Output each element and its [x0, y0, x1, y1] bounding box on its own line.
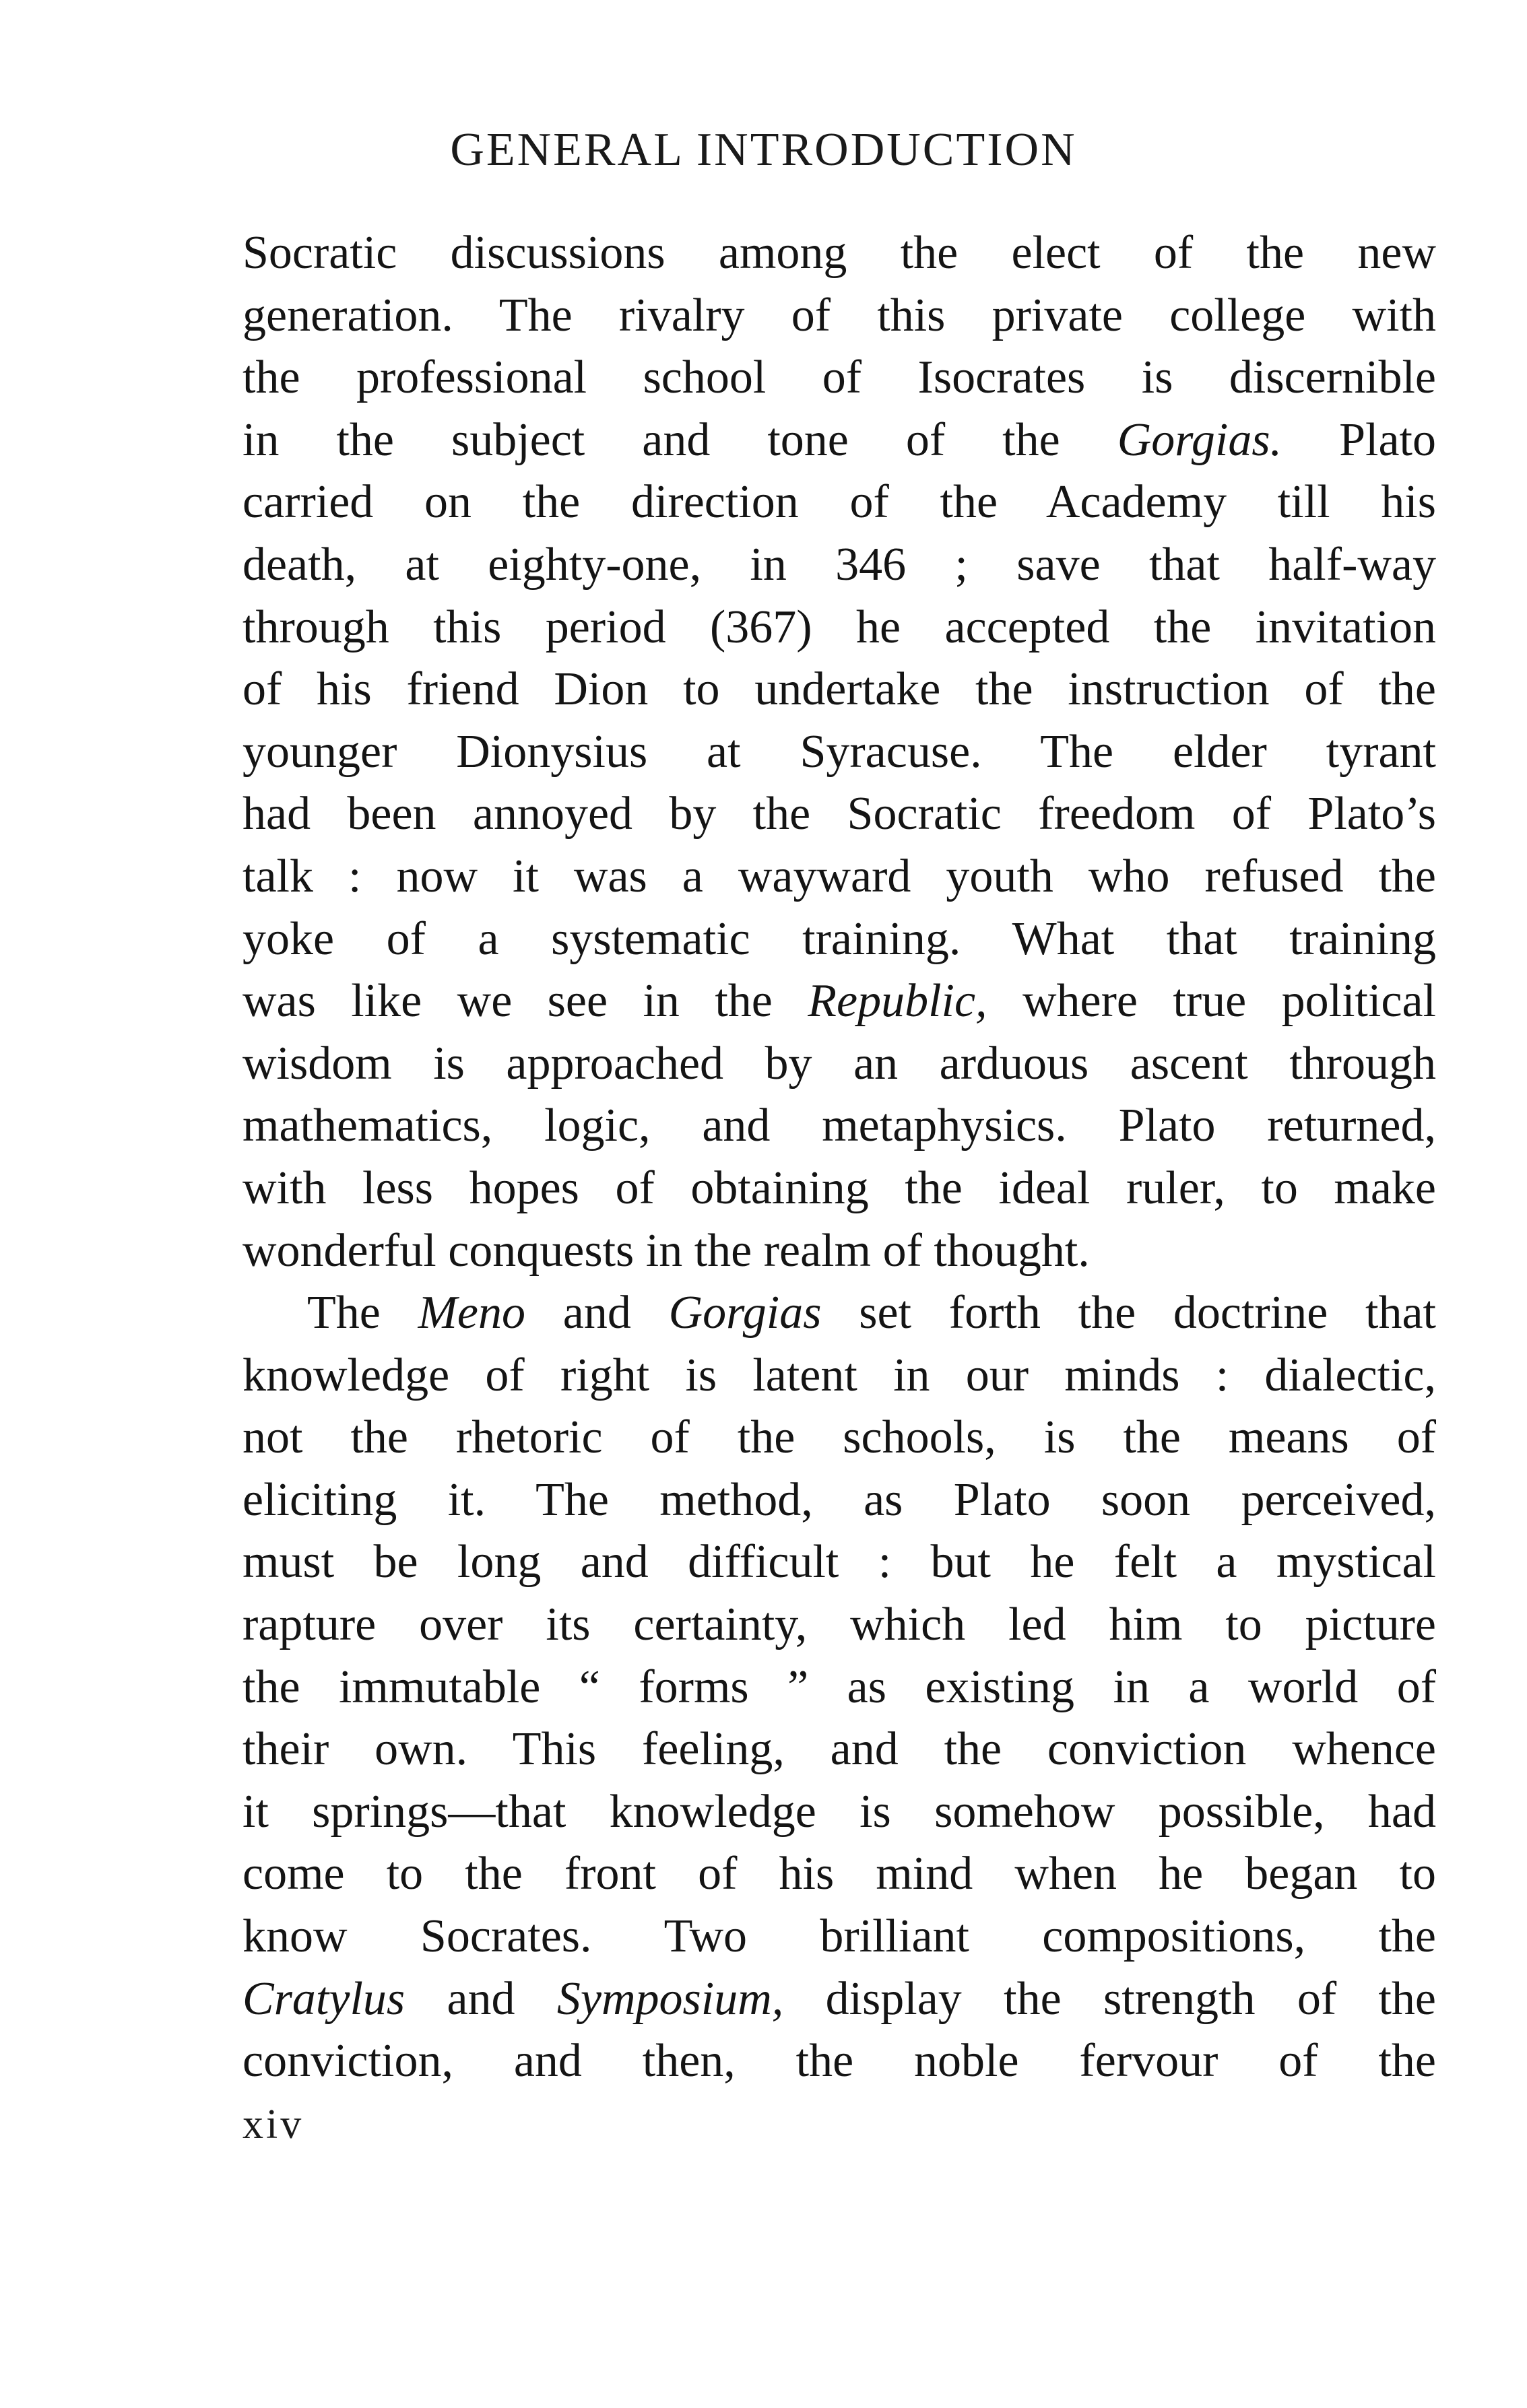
text-line: their own. This feeling, and the conviction whence [242, 1723, 1436, 1776]
body-text [242, 222, 1436, 2093]
text-line: must be long and difficult : but he felt a mystical [242, 1536, 1436, 1588]
text-run: Plato [1282, 413, 1436, 466]
text-line: conviction, and then, the noble fervour of the [242, 2035, 1436, 2087]
text-line: generation. The rivalry of this private college with [242, 289, 1436, 341]
book-title: Gorgias [668, 1287, 822, 1339]
text-line: not the rhetoric of the schools, is the means of [242, 1411, 1436, 1464]
text-run: display the strength of the [783, 1972, 1436, 2025]
page-number: xiv [242, 2102, 304, 2147]
text-line: carried on the direction of the Academy till his [242, 476, 1436, 529]
running-head: GENERAL INTRODUCTION [450, 124, 1077, 176]
text-run: set forth the doctrine that [821, 1287, 1436, 1339]
text-line: the immutable “ forms ” as existing in a world of [242, 1661, 1436, 1713]
text-line: had been annoyed by the Socratic freedom of Plato’s [242, 788, 1436, 840]
text-line [242, 409, 1436, 472]
text-line [242, 1282, 1436, 1345]
text-line: wisdom is approached by an arduous ascent through [242, 1037, 1436, 1090]
text-line: Socratic discussions among the elect of the new [242, 227, 1436, 279]
text-line: wonderful conquests in the realm of thought. [242, 1224, 1090, 1277]
text-line: rapture over its certainty, which led him to picture [242, 1599, 1436, 1651]
text-line: mathematics, logic, and metaphysics. Plato returned, [242, 1100, 1436, 1152]
text-line: come to the front of his mind when he began to [242, 1848, 1436, 1900]
text-run: where true political [987, 975, 1436, 1028]
text-line: with less hopes of obtaining the ideal ruler, to make [242, 1162, 1436, 1214]
text-line: through this period (367) he accepted the invitation [242, 601, 1436, 653]
book-title: Symposium, [556, 1972, 784, 2025]
text-line: the professional school of Isocrates is discernible [242, 352, 1436, 404]
text-line: eliciting it. The method, as Plato soon perceived, [242, 1473, 1436, 1526]
text-run: The [307, 1287, 418, 1339]
text-line [242, 1968, 1436, 2031]
text-line: younger Dionysius at Syracuse. The elder tyrant [242, 725, 1436, 778]
text-line [242, 970, 1436, 1033]
book-title: Gorgias. [1117, 413, 1282, 466]
book-title: Cratylus [242, 1972, 405, 2025]
text-run: and [525, 1287, 669, 1339]
text-run: was like we see in the [242, 975, 808, 1028]
text-line: death, at eighty-one, in 346 ; save that half-way [242, 538, 1436, 591]
text-line: knowledge of right is latent in our minds : dialectic, [242, 1349, 1436, 1401]
text-run: and [405, 1972, 557, 2025]
book-title: Meno [418, 1287, 525, 1339]
text-line: it springs—that knowledge is somehow possible, had [242, 1785, 1436, 1838]
text-run: in the subject and tone of the [242, 413, 1117, 466]
paragraph [242, 1282, 1436, 2093]
book-title: Republic, [808, 975, 987, 1028]
text-line: of his friend Dion to undertake the instruction of the [242, 663, 1436, 716]
text-line: yoke of a systematic training. What that training [242, 912, 1436, 965]
text-line: know Socrates. Two brilliant compositions, the [242, 1910, 1436, 1963]
text-line: talk : now it was a wayward youth who refused the [242, 850, 1436, 902]
paragraph [242, 222, 1436, 1282]
